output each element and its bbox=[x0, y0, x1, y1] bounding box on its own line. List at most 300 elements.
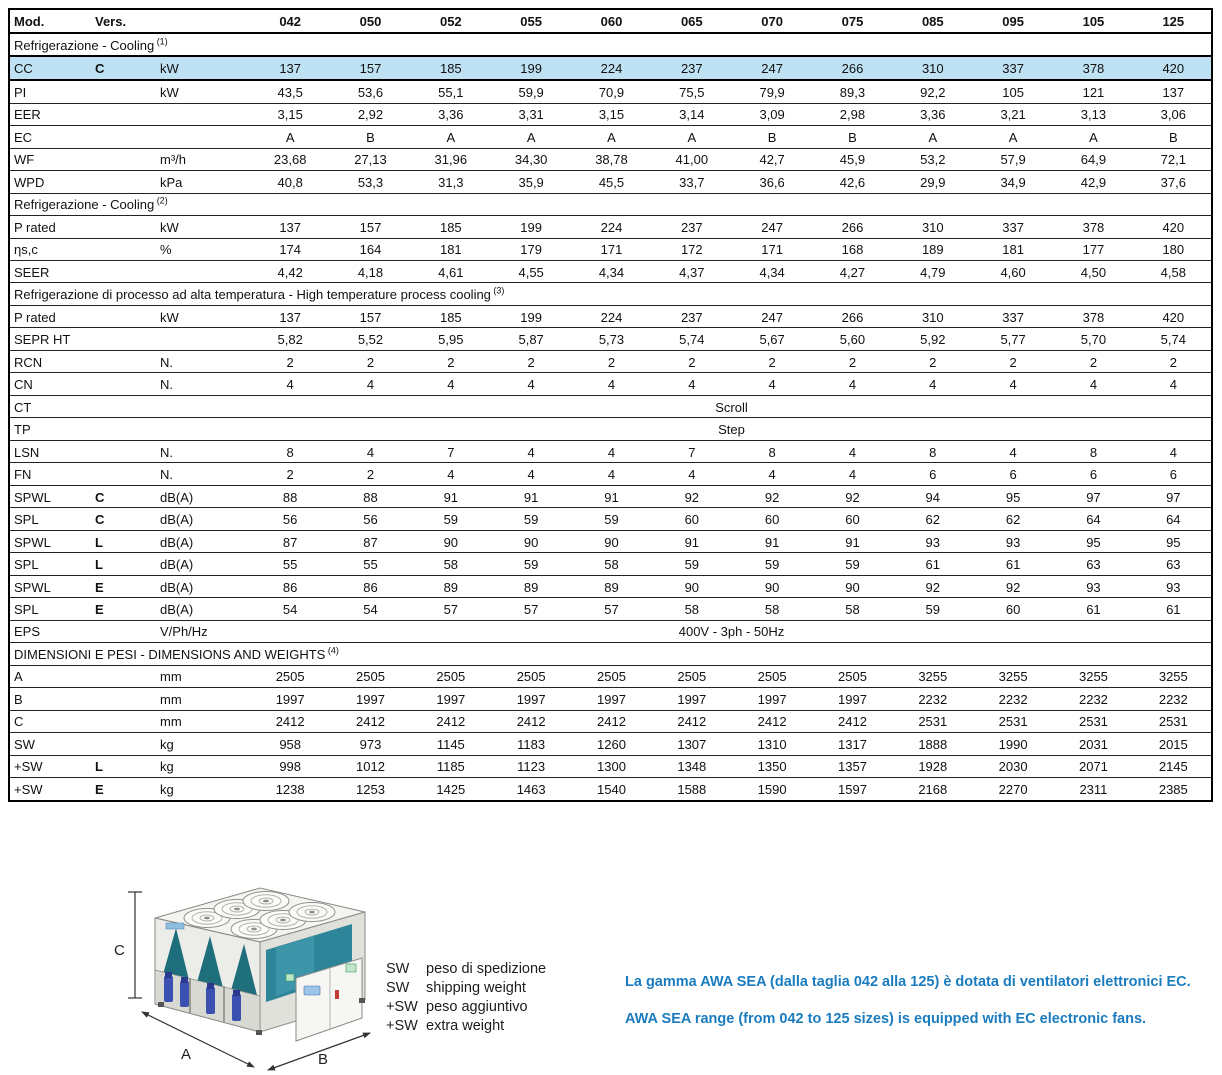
header-unit bbox=[156, 9, 248, 33]
legend-row bbox=[386, 998, 546, 1017]
cell-value: 4 bbox=[489, 463, 569, 485]
table-row bbox=[9, 665, 1212, 687]
cell-value: 56 bbox=[248, 508, 328, 530]
cell-value: 1997 bbox=[730, 688, 810, 710]
cell-value: 2505 bbox=[248, 665, 328, 687]
legend-text: peso di spedizione bbox=[426, 961, 547, 977]
cell-value: A bbox=[650, 126, 730, 148]
cell-value: 2505 bbox=[730, 665, 810, 687]
header-size: 075 bbox=[810, 9, 890, 33]
cell-vers: C bbox=[91, 485, 156, 507]
cell-unit: V/Ph/Hz bbox=[156, 620, 248, 642]
cell-value: 224 bbox=[569, 305, 649, 327]
cell-value: 1310 bbox=[730, 733, 810, 755]
cell-label: WF bbox=[9, 148, 91, 170]
cell-unit: dB(A) bbox=[156, 530, 248, 552]
cell-value: 5,74 bbox=[1132, 328, 1212, 350]
cell-value: 41,00 bbox=[650, 148, 730, 170]
cell-value: 91 bbox=[489, 485, 569, 507]
cell-value: 2 bbox=[891, 350, 971, 372]
cell-value: 2 bbox=[1132, 350, 1212, 372]
cell-value: 1540 bbox=[569, 778, 649, 801]
cell-vers bbox=[91, 463, 156, 485]
cell-value: 57 bbox=[569, 598, 649, 620]
cell-unit: dB(A) bbox=[156, 598, 248, 620]
cell-value: 5,95 bbox=[409, 328, 489, 350]
cell-value: 53,3 bbox=[328, 171, 408, 193]
cell-value: 157 bbox=[328, 305, 408, 327]
cell-value: 266 bbox=[810, 216, 890, 238]
cell-value: 1590 bbox=[730, 778, 810, 801]
cell-value: 31,3 bbox=[409, 171, 489, 193]
cell-value: 1425 bbox=[409, 778, 489, 801]
cell-vers bbox=[91, 238, 156, 260]
cell-value: 34,30 bbox=[489, 148, 569, 170]
cell-value: 93 bbox=[1051, 575, 1131, 597]
legend-text: peso aggiuntivo bbox=[426, 999, 528, 1015]
cell-value: 1260 bbox=[569, 733, 649, 755]
cell-value: 70,9 bbox=[569, 80, 649, 103]
cell-value: 1997 bbox=[810, 688, 890, 710]
cell-value: 189 bbox=[891, 238, 971, 260]
cell-value: 35,9 bbox=[489, 171, 569, 193]
cell-label: P rated bbox=[9, 305, 91, 327]
cell-value: 54 bbox=[328, 598, 408, 620]
section-row bbox=[9, 33, 1212, 57]
cell-value: 53,6 bbox=[328, 80, 408, 103]
cell-value: 973 bbox=[328, 733, 408, 755]
cell-vers bbox=[91, 126, 156, 148]
cell-value: 181 bbox=[971, 238, 1051, 260]
cell-value: 137 bbox=[248, 305, 328, 327]
cell-label: EER bbox=[9, 103, 91, 125]
cell-value: A bbox=[248, 126, 328, 148]
cell-value: 185 bbox=[409, 305, 489, 327]
cell-label: CT bbox=[9, 395, 91, 417]
cell-value: 1300 bbox=[569, 755, 649, 777]
table-row bbox=[9, 238, 1212, 260]
cell-value: 310 bbox=[891, 216, 971, 238]
red-handle bbox=[335, 990, 339, 999]
cell-value: 171 bbox=[730, 238, 810, 260]
cell-value: 59 bbox=[810, 553, 890, 575]
cell-value: 64 bbox=[1132, 508, 1212, 530]
table-row bbox=[9, 418, 1212, 440]
cell-value: 5,67 bbox=[730, 328, 810, 350]
cell-value: 90 bbox=[810, 575, 890, 597]
cell-label: TP bbox=[9, 418, 91, 440]
cell-value: 1185 bbox=[409, 755, 489, 777]
cell-value: 75,5 bbox=[650, 80, 730, 103]
cell-label: SPWL bbox=[9, 485, 91, 507]
cell-value: 2232 bbox=[891, 688, 971, 710]
cell-value: 92,2 bbox=[891, 80, 971, 103]
cell-value: 89 bbox=[489, 575, 569, 597]
table-row bbox=[9, 80, 1212, 103]
cell-value: 5,77 bbox=[971, 328, 1051, 350]
cell-label: EPS bbox=[9, 620, 91, 642]
cell-unit: kg bbox=[156, 733, 248, 755]
cell-vers bbox=[91, 373, 156, 395]
cell-value: 7 bbox=[409, 440, 489, 462]
cell-value: 2015 bbox=[1132, 733, 1212, 755]
cell-value: 88 bbox=[328, 485, 408, 507]
cell-value: 4,60 bbox=[971, 260, 1051, 282]
cell-value: 4,34 bbox=[730, 260, 810, 282]
section-label: DIMENSIONI E PESI - DIMENSIONS AND WEIGHTS $^{(4)}$ bbox=[9, 643, 1212, 665]
footnote-marker: (1) bbox=[154, 36, 168, 47]
cell-value: 91 bbox=[650, 530, 730, 552]
cell-value: 58 bbox=[650, 598, 730, 620]
cell-value: 2505 bbox=[810, 665, 890, 687]
cell-value: 2412 bbox=[650, 710, 730, 732]
cell-value: 97 bbox=[1051, 485, 1131, 507]
cell-label: SPWL bbox=[9, 530, 91, 552]
cell-label: WPD bbox=[9, 171, 91, 193]
cell-value: 5,87 bbox=[489, 328, 569, 350]
cell-value: 61 bbox=[1132, 598, 1212, 620]
cell-unit: kW bbox=[156, 56, 248, 80]
cell-value: 31,96 bbox=[409, 148, 489, 170]
cell-value: 2232 bbox=[971, 688, 1051, 710]
cell-value: 27,13 bbox=[328, 148, 408, 170]
section-row bbox=[9, 643, 1212, 665]
cell-value: 5,60 bbox=[810, 328, 890, 350]
table-row bbox=[9, 350, 1212, 372]
cell-value: 6 bbox=[1132, 463, 1212, 485]
cell-label: ηs,c bbox=[9, 238, 91, 260]
cell-value: 90 bbox=[569, 530, 649, 552]
cell-value: 38,78 bbox=[569, 148, 649, 170]
table-row bbox=[9, 620, 1212, 642]
cell-value: 1357 bbox=[810, 755, 890, 777]
cell-value: 3,15 bbox=[569, 103, 649, 125]
cell-vers bbox=[91, 688, 156, 710]
cell-value: 4,58 bbox=[1132, 260, 1212, 282]
footnote-marker: (4) bbox=[325, 645, 339, 656]
cell-value: 42,7 bbox=[730, 148, 810, 170]
header-mod: Mod. bbox=[9, 9, 91, 33]
cell-value: B bbox=[810, 126, 890, 148]
cell-value: 91 bbox=[810, 530, 890, 552]
cell-value: 4 bbox=[891, 373, 971, 395]
cell-value: 93 bbox=[1132, 575, 1212, 597]
cell-value: 1997 bbox=[409, 688, 489, 710]
cell-value: 2505 bbox=[409, 665, 489, 687]
cell-value: 2531 bbox=[1051, 710, 1131, 732]
cell-value: 55,1 bbox=[409, 80, 489, 103]
header-size: 065 bbox=[650, 9, 730, 33]
cell-value: 2 bbox=[409, 350, 489, 372]
cell-unit: m³/h bbox=[156, 148, 248, 170]
cell-value: 2,98 bbox=[810, 103, 890, 125]
cell-value: 2412 bbox=[409, 710, 489, 732]
cell-value: 4,79 bbox=[891, 260, 971, 282]
cell-value: 2232 bbox=[1051, 688, 1131, 710]
cell-vers bbox=[91, 665, 156, 687]
cell-unit: dB(A) bbox=[156, 485, 248, 507]
table-row bbox=[9, 56, 1212, 80]
cell-label: RCN bbox=[9, 350, 91, 372]
cell-value: 40,8 bbox=[248, 171, 328, 193]
cell-vers: L bbox=[91, 553, 156, 575]
cell-value: 2412 bbox=[730, 710, 810, 732]
cell-value: 8 bbox=[1051, 440, 1131, 462]
cell-value: 33,7 bbox=[650, 171, 730, 193]
cell-value: 4 bbox=[810, 373, 890, 395]
table-row bbox=[9, 710, 1212, 732]
cell-value: 224 bbox=[569, 216, 649, 238]
cell-vers bbox=[91, 350, 156, 372]
cell-vers bbox=[91, 440, 156, 462]
cell-value: 4 bbox=[489, 440, 569, 462]
cell-value: 4 bbox=[328, 440, 408, 462]
cell-value: 95 bbox=[1132, 530, 1212, 552]
cell-value: 64 bbox=[1051, 508, 1131, 530]
cell-value: 59,9 bbox=[489, 80, 569, 103]
cell-value: 2412 bbox=[810, 710, 890, 732]
table-row bbox=[9, 755, 1212, 777]
cell-value: 58 bbox=[730, 598, 810, 620]
cell-value: 92 bbox=[650, 485, 730, 507]
cell-vers: L bbox=[91, 755, 156, 777]
cell-value: 86 bbox=[248, 575, 328, 597]
cell-value: 2,92 bbox=[328, 103, 408, 125]
cell-value: 1348 bbox=[650, 755, 730, 777]
cell-label: SEER bbox=[9, 260, 91, 282]
header-vers: Vers. bbox=[91, 9, 156, 33]
cell-span-value: Step bbox=[248, 418, 1212, 440]
cell-value: 2270 bbox=[971, 778, 1051, 801]
legend-key: SW bbox=[386, 961, 410, 977]
header-size: 085 bbox=[891, 9, 971, 33]
cell-vers bbox=[91, 171, 156, 193]
cell-value: 337 bbox=[971, 56, 1051, 80]
cell-value: 157 bbox=[328, 216, 408, 238]
note-english: AWA SEA range (from 042 to 125 sizes) is equipped with EC electronic fans. bbox=[625, 1011, 1147, 1027]
cell-value: 79,9 bbox=[730, 80, 810, 103]
cell-value: 2071 bbox=[1051, 755, 1131, 777]
cell-value: 64,9 bbox=[1051, 148, 1131, 170]
cell-value: 1990 bbox=[971, 733, 1051, 755]
cell-value: 55 bbox=[248, 553, 328, 575]
cell-value: 2531 bbox=[891, 710, 971, 732]
cell-value: 310 bbox=[891, 305, 971, 327]
cell-value: 29,9 bbox=[891, 171, 971, 193]
cell-value: 4,42 bbox=[248, 260, 328, 282]
cell-value: 181 bbox=[409, 238, 489, 260]
cell-unit bbox=[156, 103, 248, 125]
cell-vers bbox=[91, 620, 156, 642]
section-label: Refrigerazione - Cooling $^{(1)}$ bbox=[9, 33, 1212, 57]
cell-value: 59 bbox=[730, 553, 810, 575]
cell-value: 157 bbox=[328, 56, 408, 80]
cell-unit: N. bbox=[156, 373, 248, 395]
cell-value: 4 bbox=[328, 373, 408, 395]
cell-unit: kg bbox=[156, 755, 248, 777]
cell-vers bbox=[91, 395, 156, 417]
cell-value: 4 bbox=[971, 440, 1051, 462]
cell-value: 4,61 bbox=[409, 260, 489, 282]
cell-value: 93 bbox=[971, 530, 1051, 552]
header-size: 055 bbox=[489, 9, 569, 33]
cell-value: 57 bbox=[489, 598, 569, 620]
cell-label: SPL bbox=[9, 553, 91, 575]
cell-label: P rated bbox=[9, 216, 91, 238]
cell-value: 86 bbox=[328, 575, 408, 597]
cell-unit: % bbox=[156, 238, 248, 260]
cell-value: 95 bbox=[971, 485, 1051, 507]
cell-value: 87 bbox=[248, 530, 328, 552]
cell-value: 2 bbox=[328, 350, 408, 372]
cell-value: 199 bbox=[489, 216, 569, 238]
cell-value: 199 bbox=[489, 305, 569, 327]
cell-value: 3,06 bbox=[1132, 103, 1212, 125]
chiller-figure bbox=[108, 878, 398, 1074]
cell-value: 4,37 bbox=[650, 260, 730, 282]
cell-value: 72,1 bbox=[1132, 148, 1212, 170]
cell-value: 4,50 bbox=[1051, 260, 1131, 282]
cell-value: 2505 bbox=[328, 665, 408, 687]
cell-value: 420 bbox=[1132, 216, 1212, 238]
cell-value: 137 bbox=[248, 56, 328, 80]
table-row bbox=[9, 463, 1212, 485]
table-row bbox=[9, 598, 1212, 620]
cell-value: 61 bbox=[891, 553, 971, 575]
cell-value: 1997 bbox=[489, 688, 569, 710]
table-row bbox=[9, 553, 1212, 575]
cell-value: 59 bbox=[489, 553, 569, 575]
section-row bbox=[9, 283, 1212, 305]
cell-value: 420 bbox=[1132, 305, 1212, 327]
cell-value: 998 bbox=[248, 755, 328, 777]
cell-value: 60 bbox=[650, 508, 730, 530]
cell-value: 237 bbox=[650, 216, 730, 238]
cell-value: 8 bbox=[248, 440, 328, 462]
cell-value: 4 bbox=[650, 373, 730, 395]
cell-vers: L bbox=[91, 530, 156, 552]
cell-value: 2311 bbox=[1051, 778, 1131, 801]
table-row bbox=[9, 216, 1212, 238]
cell-label: C bbox=[9, 710, 91, 732]
cell-value: 337 bbox=[971, 305, 1051, 327]
cell-value: 58 bbox=[569, 553, 649, 575]
header-size: 042 bbox=[248, 9, 328, 33]
cell-value: 92 bbox=[810, 485, 890, 507]
cell-label: SW bbox=[9, 733, 91, 755]
cell-value: 1012 bbox=[328, 755, 408, 777]
cell-vers bbox=[91, 733, 156, 755]
cell-value: 1997 bbox=[569, 688, 649, 710]
section-label: Refrigerazione - Cooling $^{(2)}$ bbox=[9, 193, 1212, 215]
cell-value: 3,14 bbox=[650, 103, 730, 125]
cell-unit bbox=[156, 395, 248, 417]
cell-value: 7 bbox=[650, 440, 730, 462]
cell-unit bbox=[156, 126, 248, 148]
cell-value: 378 bbox=[1051, 56, 1131, 80]
header-size: 105 bbox=[1051, 9, 1131, 33]
cell-value: 5,70 bbox=[1051, 328, 1131, 350]
cell-vers bbox=[91, 148, 156, 170]
cell-value: 92 bbox=[971, 575, 1051, 597]
cell-value: 59 bbox=[650, 553, 730, 575]
cell-value: 247 bbox=[730, 56, 810, 80]
cell-value: 42,6 bbox=[810, 171, 890, 193]
cell-value: 90 bbox=[489, 530, 569, 552]
cell-value: 1588 bbox=[650, 778, 730, 801]
cell-value: 1317 bbox=[810, 733, 890, 755]
cell-value: 2412 bbox=[489, 710, 569, 732]
cell-value: 137 bbox=[248, 216, 328, 238]
cell-value: A bbox=[891, 126, 971, 148]
table-row bbox=[9, 440, 1212, 462]
cell-label: A bbox=[9, 665, 91, 687]
cell-value: 2505 bbox=[569, 665, 649, 687]
legend-key: SW bbox=[386, 980, 410, 996]
cell-value: 4,27 bbox=[810, 260, 890, 282]
legend-text: extra weight bbox=[426, 1018, 505, 1034]
table-row bbox=[9, 171, 1212, 193]
cell-value: 199 bbox=[489, 56, 569, 80]
header-size: 125 bbox=[1132, 9, 1212, 33]
cell-value: 3,13 bbox=[1051, 103, 1131, 125]
cell-vers: C bbox=[91, 508, 156, 530]
cell-value: 2412 bbox=[248, 710, 328, 732]
cell-value: 90 bbox=[650, 575, 730, 597]
cell-value: 266 bbox=[810, 305, 890, 327]
cell-value: A bbox=[971, 126, 1051, 148]
cell-unit: dB(A) bbox=[156, 508, 248, 530]
cell-value: 1597 bbox=[810, 778, 890, 801]
cell-value: 94 bbox=[891, 485, 971, 507]
cell-value: 97 bbox=[1132, 485, 1212, 507]
cell-value: A bbox=[1051, 126, 1131, 148]
cell-unit: dB(A) bbox=[156, 553, 248, 575]
table-row bbox=[9, 575, 1212, 597]
cell-vers bbox=[91, 418, 156, 440]
cell-value: 337 bbox=[971, 216, 1051, 238]
cell-value: 3,09 bbox=[730, 103, 810, 125]
table-row bbox=[9, 530, 1212, 552]
cell-value: 45,5 bbox=[569, 171, 649, 193]
cell-value: 3,21 bbox=[971, 103, 1051, 125]
cell-value: 4,34 bbox=[569, 260, 649, 282]
cell-value: 1997 bbox=[248, 688, 328, 710]
cell-value: 6 bbox=[971, 463, 1051, 485]
cell-unit: N. bbox=[156, 440, 248, 462]
note-italian: La gamma AWA SEA (dalla taglia 042 alla 125) è dotata di ventilatori elettronici EC. bbox=[625, 974, 1191, 990]
table-row bbox=[9, 485, 1212, 507]
cell-label: CC bbox=[9, 56, 91, 80]
cell-value: 2505 bbox=[489, 665, 569, 687]
cell-value: 53,2 bbox=[891, 148, 971, 170]
table-row bbox=[9, 688, 1212, 710]
cell-value: 310 bbox=[891, 56, 971, 80]
table-row bbox=[9, 126, 1212, 148]
dim-label-b: B bbox=[318, 1051, 329, 1068]
table-row bbox=[9, 373, 1212, 395]
cell-label: SPL bbox=[9, 598, 91, 620]
cell-value: 90 bbox=[409, 530, 489, 552]
table-row bbox=[9, 395, 1212, 417]
cell-value: B bbox=[328, 126, 408, 148]
header-size: 070 bbox=[730, 9, 810, 33]
cell-value: 2145 bbox=[1132, 755, 1212, 777]
cell-value: 93 bbox=[891, 530, 971, 552]
cell-value: 105 bbox=[971, 80, 1051, 103]
cell-label: LSN bbox=[9, 440, 91, 462]
cell-value: 6 bbox=[891, 463, 971, 485]
